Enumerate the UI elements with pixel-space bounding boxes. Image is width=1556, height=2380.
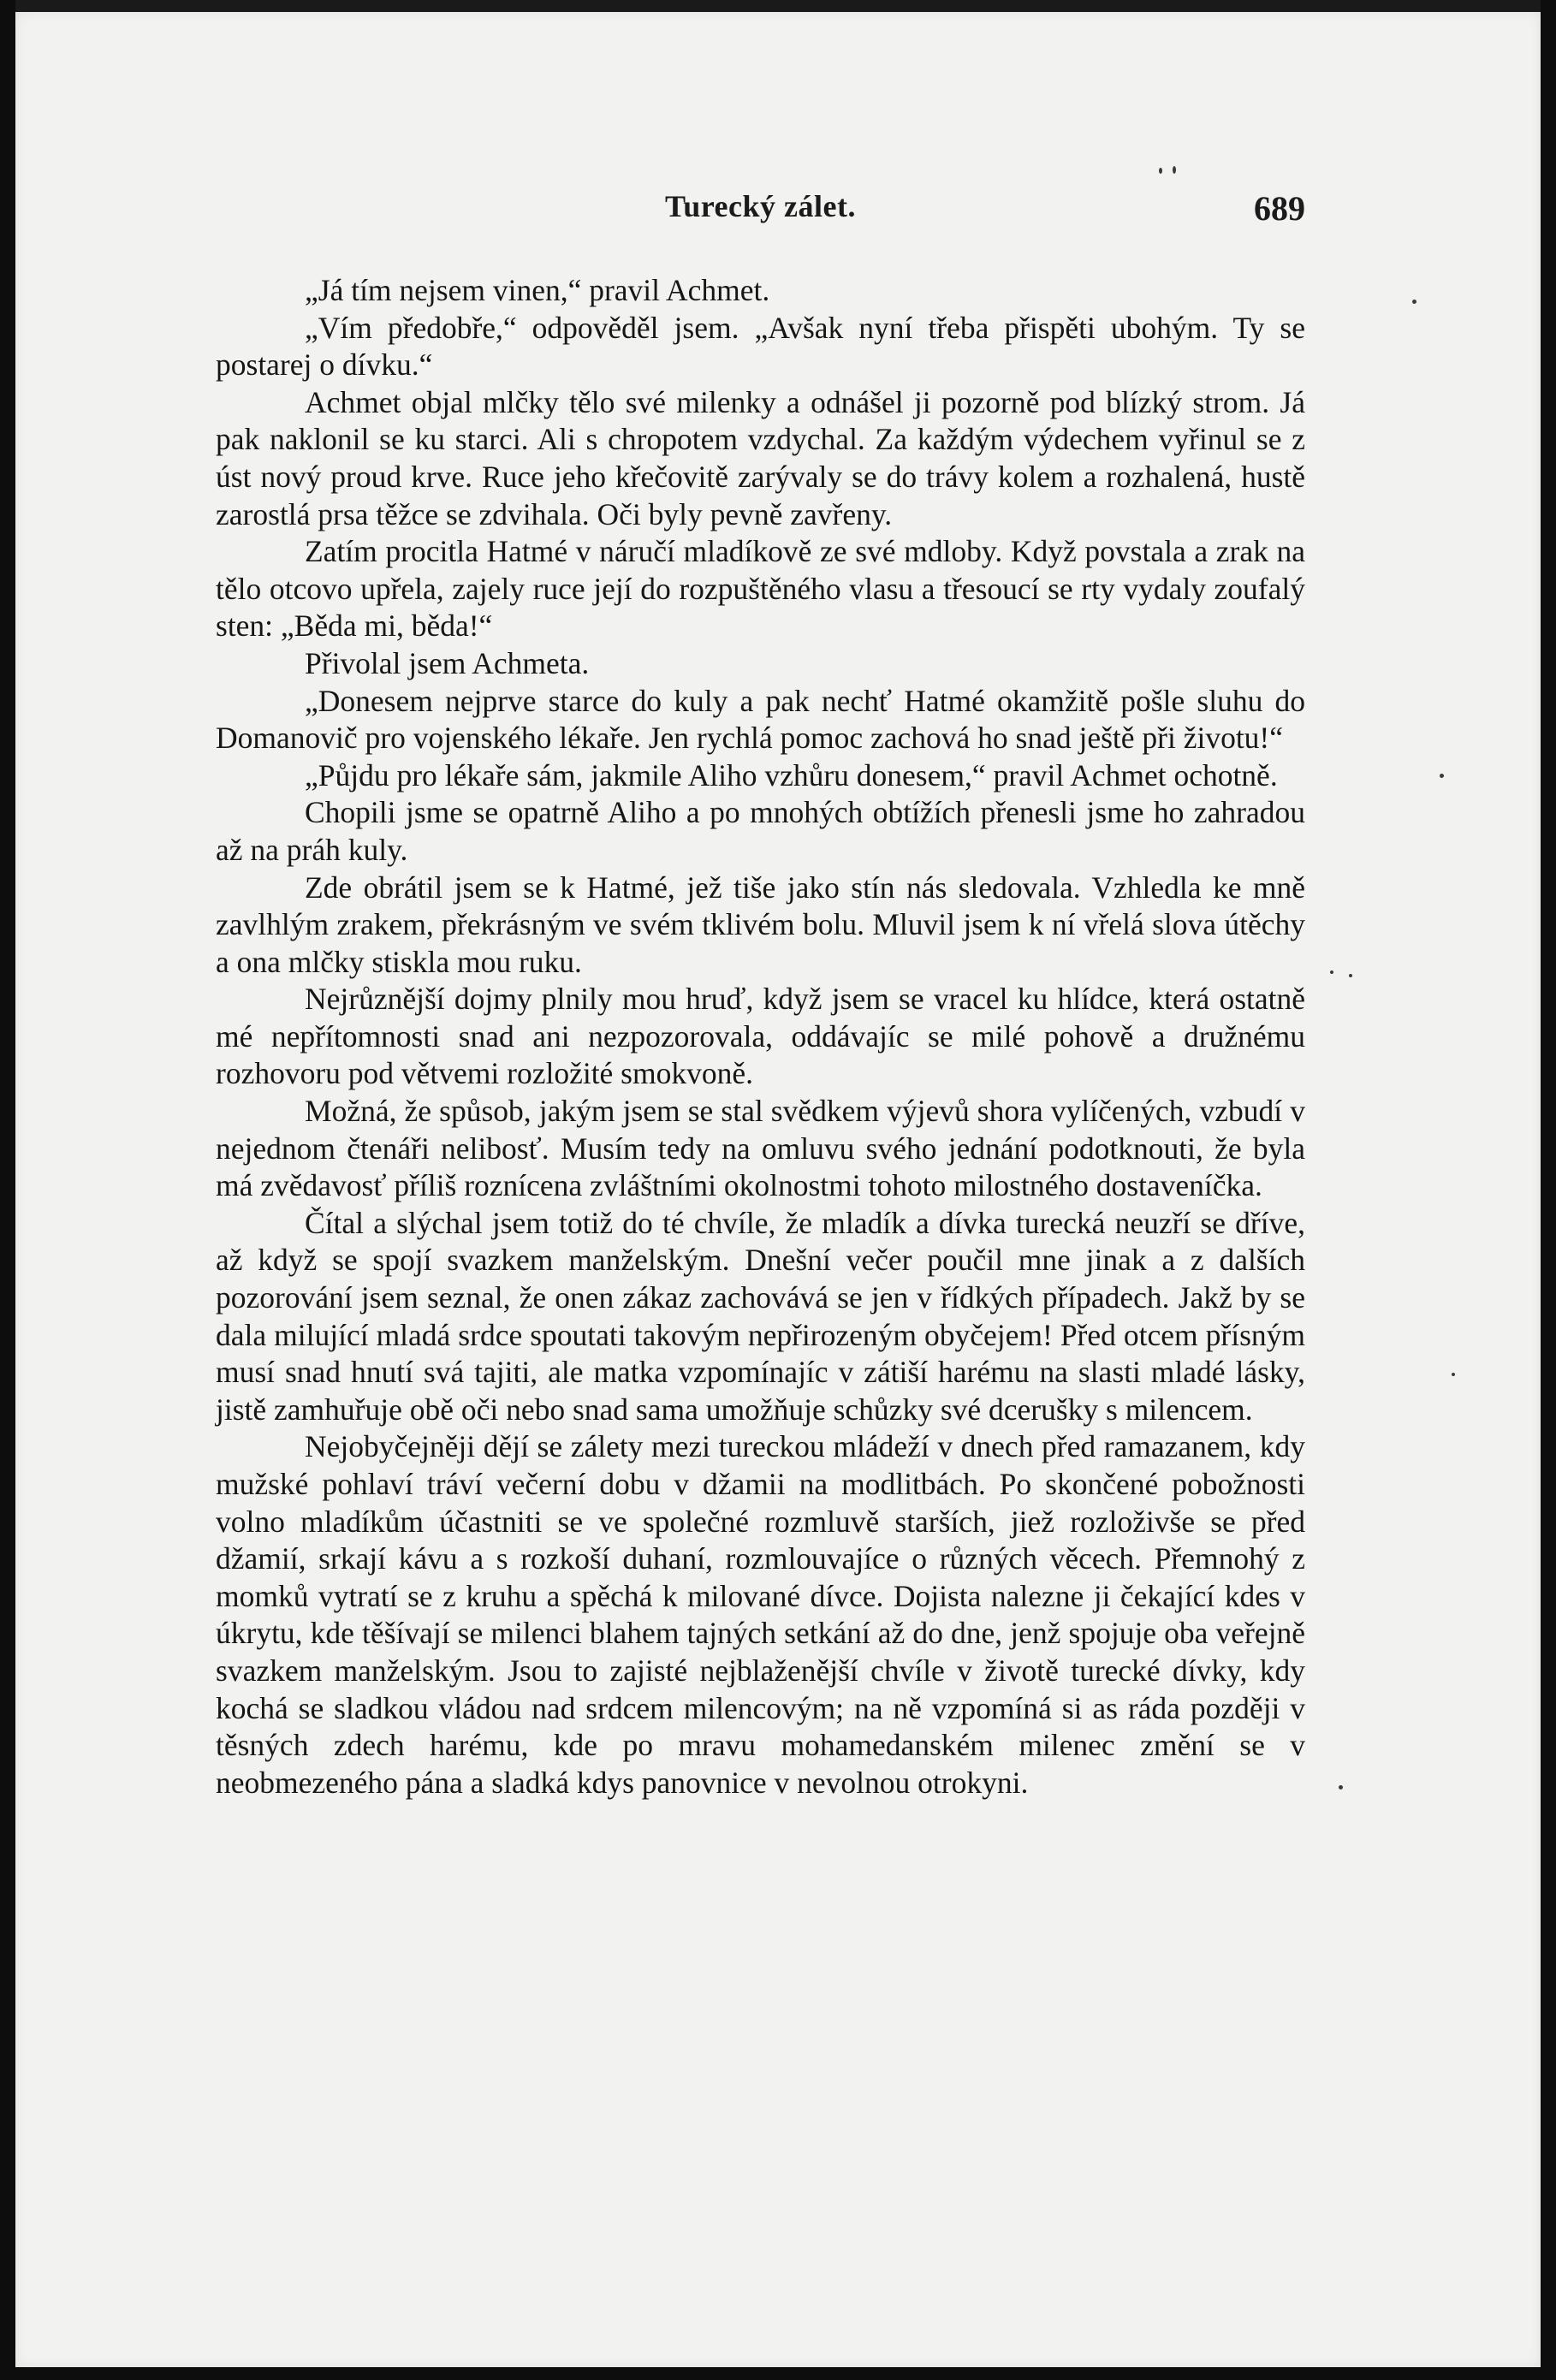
paragraph: „Vím předobře,“ odpověděl jsem. „Avšak nyní třeba přispěti ubohým. Ty se postarej o dívku.“ [216, 310, 1305, 383]
ink-speck [1349, 974, 1352, 977]
ink-speck [1440, 774, 1444, 778]
paragraph: Čítal a slýchal jsem totiž do té chvíle, že mladík a dívka turecká neuzří se dříve, až když se spojí svazkem manželským. Dnešní večer poučil mne jinak a z dalších pozorování jsem seznal, že onen zákaz zachovává se jen v řídkých případech. Jakž by se dala milující mladá srdce spoutati takovým nepřirozeným obyčejem! Před otcem přísným musí snad hnutí svá tajiti, ale matka vzpomínajíc v zátiší harému na slasti mladé lásky, jistě zamhuřuje obě oči nebo snad sama umožňuje schůzky své dcerušky s milencem. [216, 1205, 1305, 1427]
running-header [216, 188, 1305, 231]
paragraph: Zde obrátil jsem se k Hatmé, jež tiše jako stín nás sledovala. Vzhledla ke mně zavlhlým zrakem, překrásným ve svém tklivém bolu. Mluvil jsem k ní vřelá slova útěchy a ona mlčky stiskla mou ruku. [216, 870, 1305, 979]
paragraph: Chopili jsme se opatrně Aliho a po mnohých obtížích přenesli jsme ho zahradou až na práh kuly. [216, 795, 1305, 867]
scan-top-edge [15, 0, 1541, 12]
paragraph: „Donesem nejprve starce do kuly a pak nechť Hatmé okamžitě pošle sluhu do Domanovič pro vojenského lékaře. Jen rychlá pomoc zachová ho snad ještě při životu!“ [216, 683, 1305, 756]
ink-speck [1412, 300, 1416, 304]
body-text [216, 272, 1305, 1801]
paragraph: Achmet objal mlčky tělo své milenky a odnášel ji pozorně pod blízký strom. Já pak naklonil se ku starci. Ali s chropotem vzdychal. Za každým výdechem vyřinul se z úst nový proud krve. Ruce jeho křečovitě zarývaly se do trávy kolem a rozhalená, hustě zarostlá prsa těžce se zdvihala. Oči byly pevně zavřeny. [216, 384, 1305, 531]
running-title: Turecký zálet. [665, 189, 856, 223]
paragraph: Nejrůznější dojmy plnily mou hruď, když jsem se vracel ku hlídce, která ostatně mé nepřítomnosti snad ani nezpozorovala, oddávajíc se milé pohově a družnému rozhovoru pod větvemi rozložité smokvoně. [216, 982, 1305, 1091]
paragraph: „Já tím nejsem vinen,“ pravil Achmet. [305, 273, 770, 307]
paragraph: „Půjdu pro lékaře sám, jakmile Aliho vzhůru donesem,“ pravil Achmet ochotně. [305, 757, 1278, 792]
page-number: 689 [1254, 189, 1305, 228]
paragraph: Nejobyčejněji dějí se zálety mezi tureckou mládeží v dnech před ramazanem, kdy mužské pohlaví tráví večerní dobu v džamii na modlitbách. Po skončené pobožnosti volno mladíkům účastniti se ve společné rozmluvě starších, jiež rozloživše se před džamií, srkají kávu a s rozkoší duhaní, rozmlouvajíce o různých věcech. Přemnohý z momků vytratí se z kruhu a spěchá k milované dívce. Dojista nalezne ji čekající kdes v úkrytu, kde těšívají se milenci blahem tajných setkání až do dne, jenž spojuje oba veřejně svazkem manželským. Jsou to zajisté nejblaženější chvíle v životě turecké dívky, kdy kochá se sladkou vládou nad srdcem milencovým; na ně vzpomíná si as ráda později v těsných zdech harému, kde po mravu mohamedanském milenec změní se v neobmezeného pána a sladká kdys panovnice v nevolnou otrokyni. [216, 1429, 1305, 1800]
ink-speck [1330, 970, 1333, 974]
paragraph: Možná, že spůsob, jakým jsem se stal svědkem výjevů shora vylíčených, vzbudí v nejednom čtenáři nelibosť. Musím tedy na omluvu svého jednání podotknouti, že byla má zvědavosť příliš roznícena zvláštními okolnostmi tohoto milostného dostaveníčka. [216, 1094, 1305, 1203]
ink-speck [1159, 168, 1162, 174]
ink-speck [1452, 1373, 1455, 1376]
ink-speck [1339, 1785, 1343, 1789]
paragraph: Přivolal jsem Achmeta. [305, 645, 590, 680]
ink-speck [1173, 166, 1176, 174]
paragraph: Zatím procitla Hatmé v náručí mladíkově ze své mdloby. Když povstala a zrak na tělo otcovo upřela, zajely ruce její do rozpuštěného vlasu a třesoucí se rty vydaly zoufalý sten: „Běda mi, běda!“ [216, 534, 1305, 644]
